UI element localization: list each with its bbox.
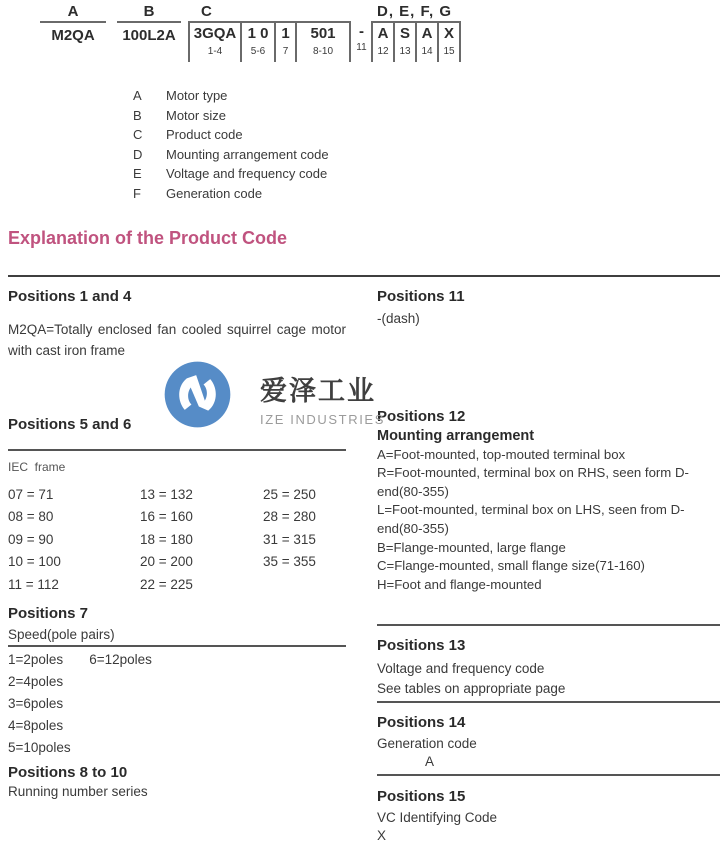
product-code-box xyxy=(188,21,351,62)
section-title-positions-5-6: Positions 5 and 6 xyxy=(8,415,132,433)
dash-value: - xyxy=(359,23,364,40)
mounting-arrangement-subtitle: Mounting arrangement xyxy=(377,427,535,444)
dash-text: -(dash) xyxy=(377,310,420,326)
iec-frame-table xyxy=(8,484,346,597)
iec-entry: 11 = 112 xyxy=(8,576,59,592)
iec-entry: 09 = 90 xyxy=(8,531,54,547)
motor-type-value: M2QA xyxy=(51,27,95,44)
pole-entry: 3=6poles xyxy=(8,696,64,712)
page-title: Explanation of the Product Code xyxy=(8,227,288,248)
legend-key: F xyxy=(133,185,141,201)
segment-label-a: A xyxy=(40,3,106,23)
iec-frame-label: IEC frame xyxy=(8,459,66,474)
generation-code-line: Generation code xyxy=(377,736,477,752)
legend-label: Motor type xyxy=(166,88,228,103)
legend-label: Motor size xyxy=(166,107,226,123)
mounting-arrangement-list xyxy=(377,446,720,595)
section-title-positions-1-4: Positions 1 and 4 xyxy=(8,287,132,305)
legend-label: Voltage and frequency code xyxy=(166,166,328,182)
legend-key: A xyxy=(133,88,142,103)
section-title-positions-11: Positions 11 xyxy=(377,287,465,305)
left-column xyxy=(8,277,346,800)
code-cell-value: 1 xyxy=(281,25,290,42)
position-range: 8-10 xyxy=(312,46,333,57)
section-title-positions-13: Positions 13 xyxy=(377,637,466,655)
watermark-text xyxy=(260,361,385,427)
iec-entry: 31 = 315 xyxy=(263,531,316,547)
mounting-item: H=Foot and flange-mounted xyxy=(377,576,542,592)
vc-identifying-line: VC Identifying Code xyxy=(377,810,498,826)
mounting-item: R=Foot-mounted, terminal box on RHS, seen form D-end(80-355) xyxy=(377,465,689,499)
section-title-positions-15: Positions 15 xyxy=(377,788,466,806)
legend-row xyxy=(133,86,728,106)
code-cell xyxy=(274,23,295,62)
iec-entry: 22 = 225 xyxy=(140,576,193,592)
speed-subtitle: Speed(pole pairs) xyxy=(8,627,115,643)
iec-column-2 xyxy=(140,484,263,597)
divider xyxy=(377,624,720,626)
code-cell-value: 1 0 xyxy=(247,25,269,42)
code-cell xyxy=(415,23,437,62)
legend-key: E xyxy=(133,166,142,182)
legend-row xyxy=(133,125,728,145)
vc-code-value: X xyxy=(377,828,387,844)
right-column xyxy=(377,277,720,845)
pole-list xyxy=(8,649,346,759)
legend-key: D xyxy=(133,146,143,162)
generation-code-value: A xyxy=(425,754,435,770)
section-title-positions-8-10: Positions 8 to 10 xyxy=(8,764,128,782)
iec-entry: 35 = 355 xyxy=(263,554,316,570)
suffix-code-box xyxy=(371,21,461,62)
iec-column-1 xyxy=(8,484,140,597)
code-cell xyxy=(295,23,349,62)
code-cell-value: A xyxy=(377,25,389,42)
pole-entry: 5=10poles xyxy=(8,740,71,756)
code-cell xyxy=(188,23,240,62)
divider xyxy=(8,645,346,647)
code-cell-value: X xyxy=(443,25,454,42)
iec-entry: 16 = 160 xyxy=(140,509,193,525)
iec-entry: 28 = 280 xyxy=(263,509,316,525)
legend-label: Mounting arrangement code xyxy=(166,146,329,162)
motor-type-segment xyxy=(40,3,106,44)
position-range: 1-4 xyxy=(207,46,223,57)
ize-logo-icon xyxy=(164,361,231,428)
code-cell xyxy=(393,23,415,62)
legend-row xyxy=(133,164,728,184)
divider xyxy=(377,774,720,776)
motor-size-value: 100L2A xyxy=(122,27,176,44)
position-range: 5-6 xyxy=(250,46,266,57)
running-number-text: Running number series xyxy=(8,784,148,800)
pole-entry: 6=12poles xyxy=(89,652,152,668)
iec-entry: 08 = 80 xyxy=(8,509,54,525)
product-code-diagram xyxy=(0,0,728,66)
position-range: 7 xyxy=(282,46,289,57)
mounting-item: A=Foot-mounted, top-mouted terminal box xyxy=(377,446,626,462)
pole-entry: 2=4poles xyxy=(8,674,64,690)
mounting-item: B=Flange-mounted, large flange xyxy=(377,539,566,555)
segment-label-b: B xyxy=(117,3,181,23)
watermark-chinese-name: 爱泽工业 xyxy=(260,376,376,406)
code-cell-value: A xyxy=(421,25,433,42)
mounting-item: L=Foot-mounted, terminal box on LHS, seen from D-end(80-355) xyxy=(377,502,685,536)
iec-entry: 25 = 250 xyxy=(263,486,316,502)
divider xyxy=(8,449,346,451)
positions-1-4-description: M2QA=Totally enclosed fan cooled squirrel cage motor with cast iron frame xyxy=(8,321,346,359)
positions-15-text xyxy=(377,809,720,845)
iec-entry: 20 = 200 xyxy=(140,554,193,570)
pole-entry: 4=8poles xyxy=(8,718,64,734)
see-tables-line: See tables on appropriate page xyxy=(377,681,566,697)
position-range: 14 xyxy=(421,46,433,57)
code-cell-value: 501 xyxy=(310,25,336,42)
legend-label: Product code xyxy=(166,127,243,143)
pole-entry: 1=2poles xyxy=(8,652,64,668)
legend-row xyxy=(133,106,728,126)
legend-key: B xyxy=(133,107,142,123)
code-cell-value: S xyxy=(399,25,410,42)
section-title-positions-14: Positions 14 xyxy=(377,714,466,732)
code-cell xyxy=(437,23,459,62)
motor-size-segment xyxy=(117,3,181,44)
divider xyxy=(377,701,720,703)
legend-key: C xyxy=(133,127,143,143)
segment-label-defg: D, E, F, G xyxy=(377,3,453,20)
position-range: 11 xyxy=(356,42,367,53)
pole-row xyxy=(8,649,346,671)
mounting-item: C=Flange-mounted, small flange size(71-160) xyxy=(377,558,645,574)
iec-entry: 10 = 100 xyxy=(8,554,61,570)
legend-row xyxy=(133,145,728,165)
iec-entry: 07 = 71 xyxy=(8,486,54,502)
section-title-positions-12: Positions 12 xyxy=(377,407,466,425)
position-range: 15 xyxy=(443,46,455,57)
watermark xyxy=(164,361,385,428)
code-cell-value: 3GQA xyxy=(193,25,237,42)
iec-column-3 xyxy=(263,484,346,597)
dash-separator xyxy=(352,21,371,53)
code-legend xyxy=(133,86,728,204)
segment-label-c: C xyxy=(201,3,212,20)
legend-label: Generation code xyxy=(166,185,263,201)
position-range: 12 xyxy=(377,46,389,57)
code-cell xyxy=(240,23,274,62)
positions-14-text xyxy=(377,735,720,771)
voltage-frequency-line: Voltage and frequency code xyxy=(377,661,545,677)
iec-entry: 13 = 132 xyxy=(140,486,193,502)
positions-13-text xyxy=(377,659,720,699)
watermark-english-name: IZE INDUSTRIES xyxy=(260,412,385,427)
position-range: 13 xyxy=(399,46,411,57)
section-title-positions-7: Positions 7 xyxy=(8,605,89,623)
legend-row xyxy=(133,184,728,204)
code-cell xyxy=(371,23,393,62)
iec-entry: 18 = 180 xyxy=(140,531,193,547)
